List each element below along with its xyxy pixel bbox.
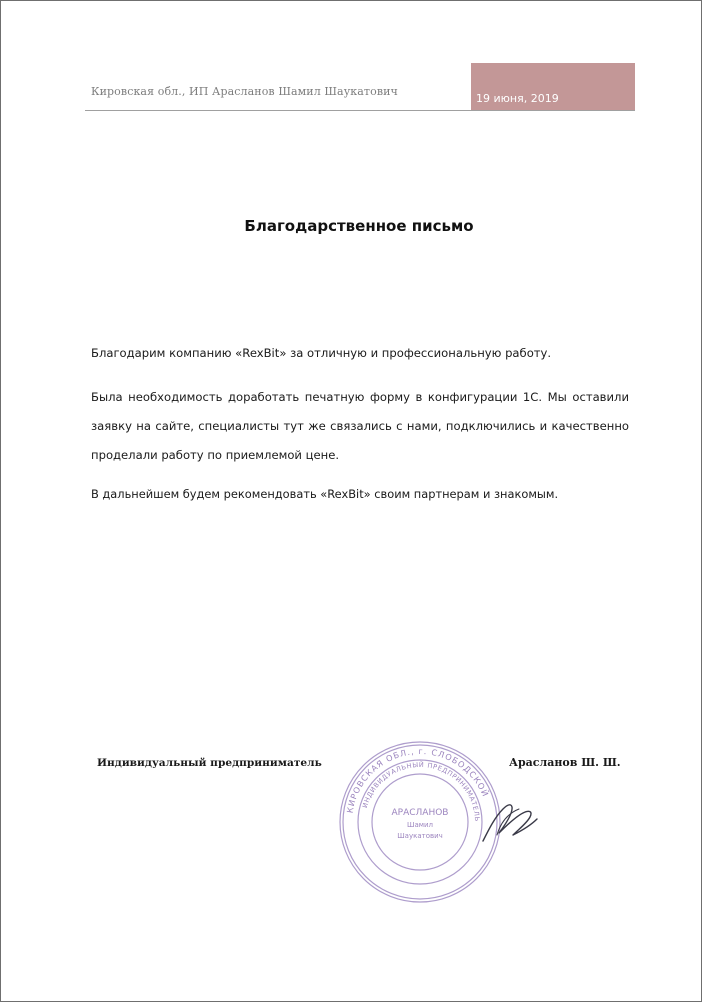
letter-paragraph-2: Была необходимость доработать печатную форму в конфигурации 1С. Мы оставили заявку на сайте, специалисты тут же связались с нами, подключились и качественно проделали работу по приемлемой цене. [91, 390, 629, 462]
letter-paragraph-3: В дальнейшем будем рекомендовать «RexBit» своим партнерам и знакомым. [91, 487, 559, 501]
header-company-info: Кировская обл., ИП Арасланов Шамил Шаукатович [91, 85, 398, 98]
letter-title: Благодарственное письмо [244, 217, 474, 235]
header-date: 19 июня, 2019 [476, 92, 559, 105]
handwritten-signature [475, 791, 545, 851]
stamp-outer-ring-text: КИРОВСКАЯ ОБЛ., г. СЛОБОДСКОЙ [344, 745, 491, 814]
stamp-center-line-3: Шаукатович [397, 832, 443, 840]
stamp-middle-ring-text: ИНДИВИДУАЛЬНЫЙ ПРЕДПРИНИМАТЕЛЬ [360, 760, 482, 822]
signatory-position: Индивидуальный предприниматель [97, 757, 322, 769]
signatory-name: Арасланов Ш. Ш. [509, 756, 621, 769]
stamp-center-line-1: АРАСЛАНОВ [391, 808, 449, 818]
letter-paragraph-1: Благодарим компанию «RexBit» за отличную и профессиональную работу. [91, 346, 552, 360]
header-divider [85, 110, 635, 111]
stamp-center-line-2: Шамил [406, 821, 434, 829]
